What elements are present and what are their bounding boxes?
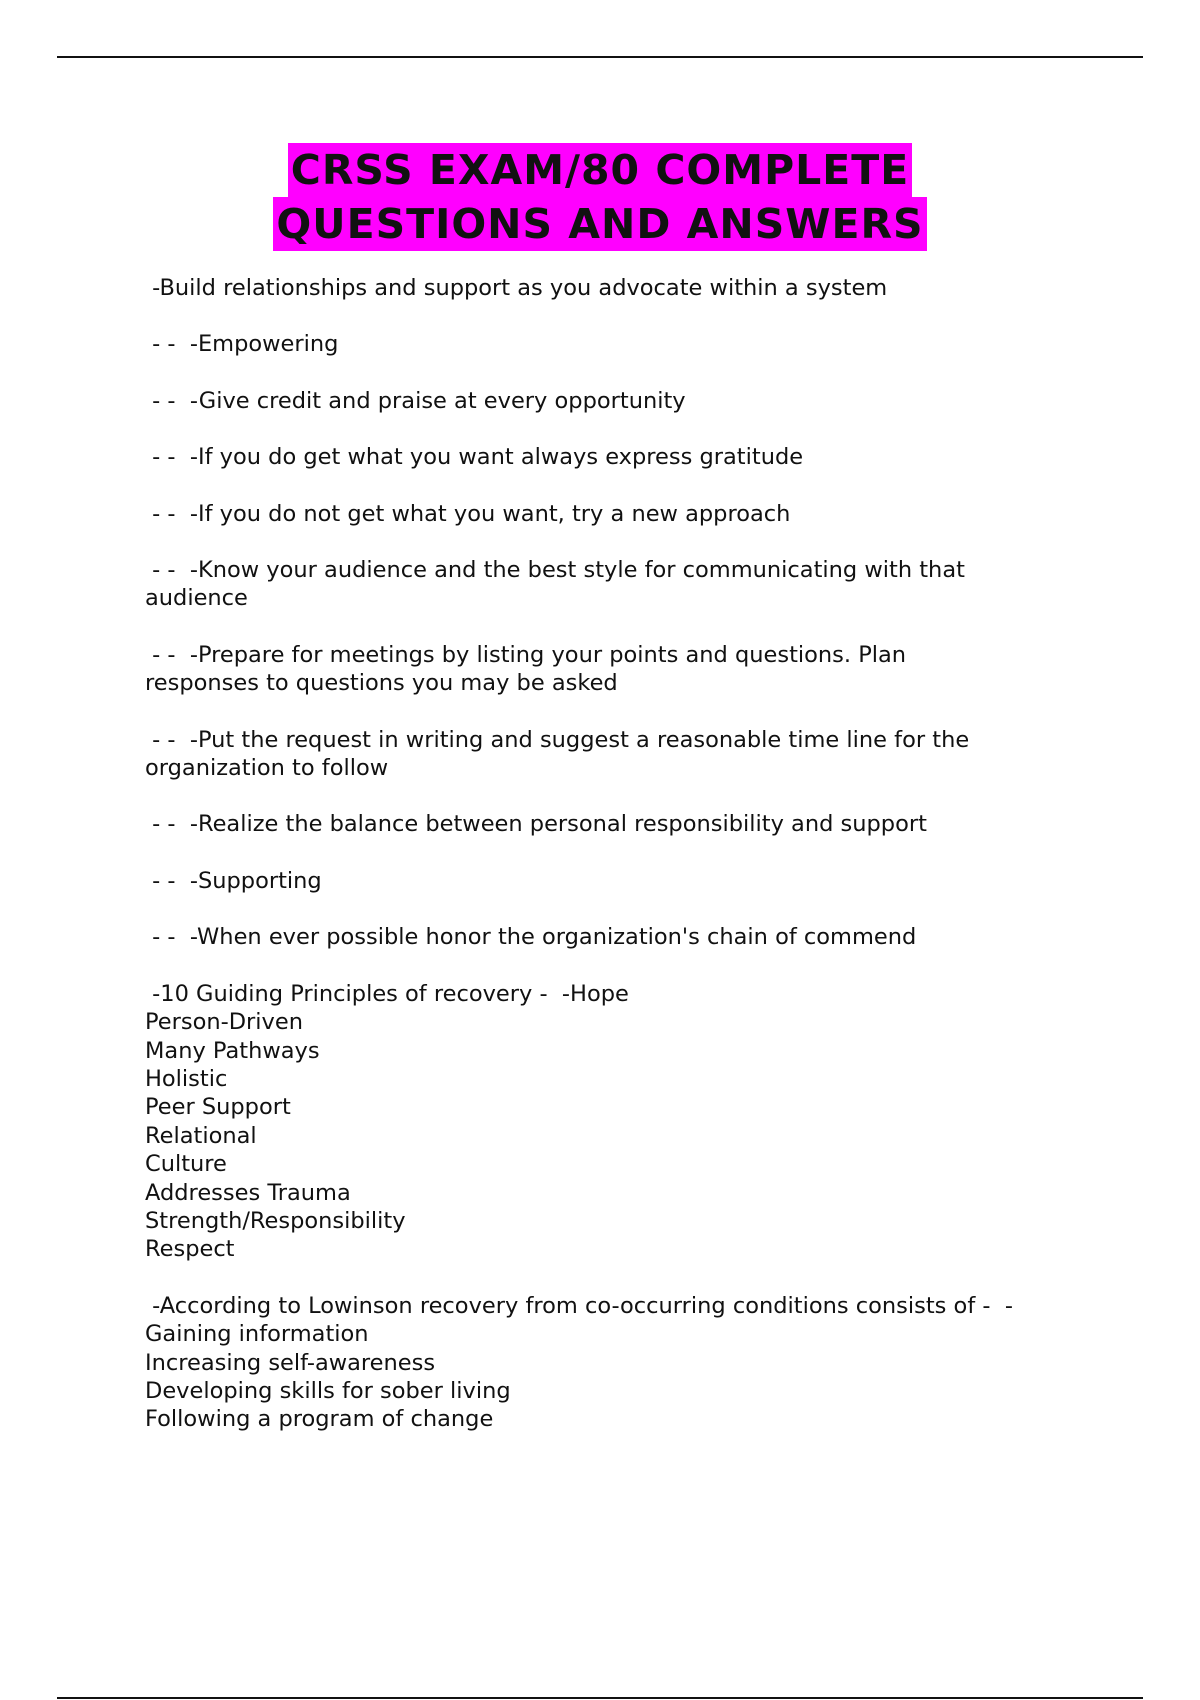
paragraph-line: - - -If you do get what you want always express gratitude — [145, 444, 804, 471]
paragraph-line: Peer Support — [145, 1094, 291, 1121]
paragraph-line: - - -Supporting — [145, 867, 322, 894]
document-title — [0, 143, 1200, 251]
paragraph-line: - - -Give credit and praise at every opportunity — [145, 387, 686, 414]
paragraph — [145, 443, 1105, 471]
paragraph — [145, 1292, 1105, 1434]
bottom-rule — [57, 1697, 1143, 1699]
title-line: QUESTIONS AND ANSWERS — [273, 197, 926, 251]
paragraph-line: Relational — [145, 1122, 257, 1149]
paragraph-line: Culture — [145, 1151, 227, 1178]
paragraph — [145, 274, 1105, 302]
paragraph-line: -According to Lowinson recovery from co-occurring conditions consists of - - — [145, 1292, 1013, 1319]
paragraph — [145, 726, 1105, 783]
document-body — [145, 274, 1105, 1462]
paragraph-line: Increasing self-awareness — [145, 1349, 436, 1376]
paragraph — [145, 556, 1105, 613]
paragraph-line: Many Pathways — [145, 1037, 320, 1064]
paragraph-line: Respect — [145, 1236, 235, 1263]
paragraph-line: - - -When ever possible honor the organization's chain of commend — [145, 924, 917, 951]
paragraph — [145, 867, 1105, 895]
paragraph-line: - - -Empowering — [145, 331, 339, 358]
paragraph-line: organization to follow — [145, 755, 389, 782]
paragraph-line: - - -Know your audience and the best style for communicating with that — [145, 557, 965, 584]
title-line: CRSS EXAM/80 COMPLETE — [288, 143, 913, 197]
paragraph-line: - - -Realize the balance between personal responsibility and support — [145, 811, 927, 838]
paragraph — [145, 641, 1105, 698]
paragraph-line: Person-Driven — [145, 1009, 303, 1036]
paragraph-line: Holistic — [145, 1065, 228, 1092]
paragraph-line: Addresses Trauma — [145, 1179, 351, 1206]
paragraph-line: Strength/Responsibility — [145, 1207, 406, 1234]
paragraph-line: - - -Put the request in writing and suggest a reasonable time line for the — [145, 726, 970, 753]
paragraph — [145, 500, 1105, 528]
paragraph-line: -Build relationships and support as you advocate within a system — [145, 275, 888, 301]
paragraph-line: -10 Guiding Principles of recovery - -Hope — [145, 980, 629, 1007]
paragraph-line: audience — [145, 585, 248, 612]
paragraph-line: responses to questions you may be asked — [145, 670, 618, 697]
paragraph-line: Developing skills for sober living — [145, 1377, 511, 1404]
paragraph — [145, 330, 1105, 358]
paragraph-line: Following a program of change — [145, 1406, 494, 1433]
paragraph-line: Gaining information — [145, 1321, 369, 1348]
top-rule — [57, 56, 1143, 58]
paragraph-line: - - -If you do not get what you want, try a new approach — [145, 500, 791, 527]
paragraph — [145, 810, 1105, 838]
paragraph — [145, 387, 1105, 415]
paragraph — [145, 923, 1105, 951]
paragraph-line: - - -Prepare for meetings by listing your points and questions. Plan — [145, 641, 907, 668]
paragraph — [145, 980, 1105, 1264]
